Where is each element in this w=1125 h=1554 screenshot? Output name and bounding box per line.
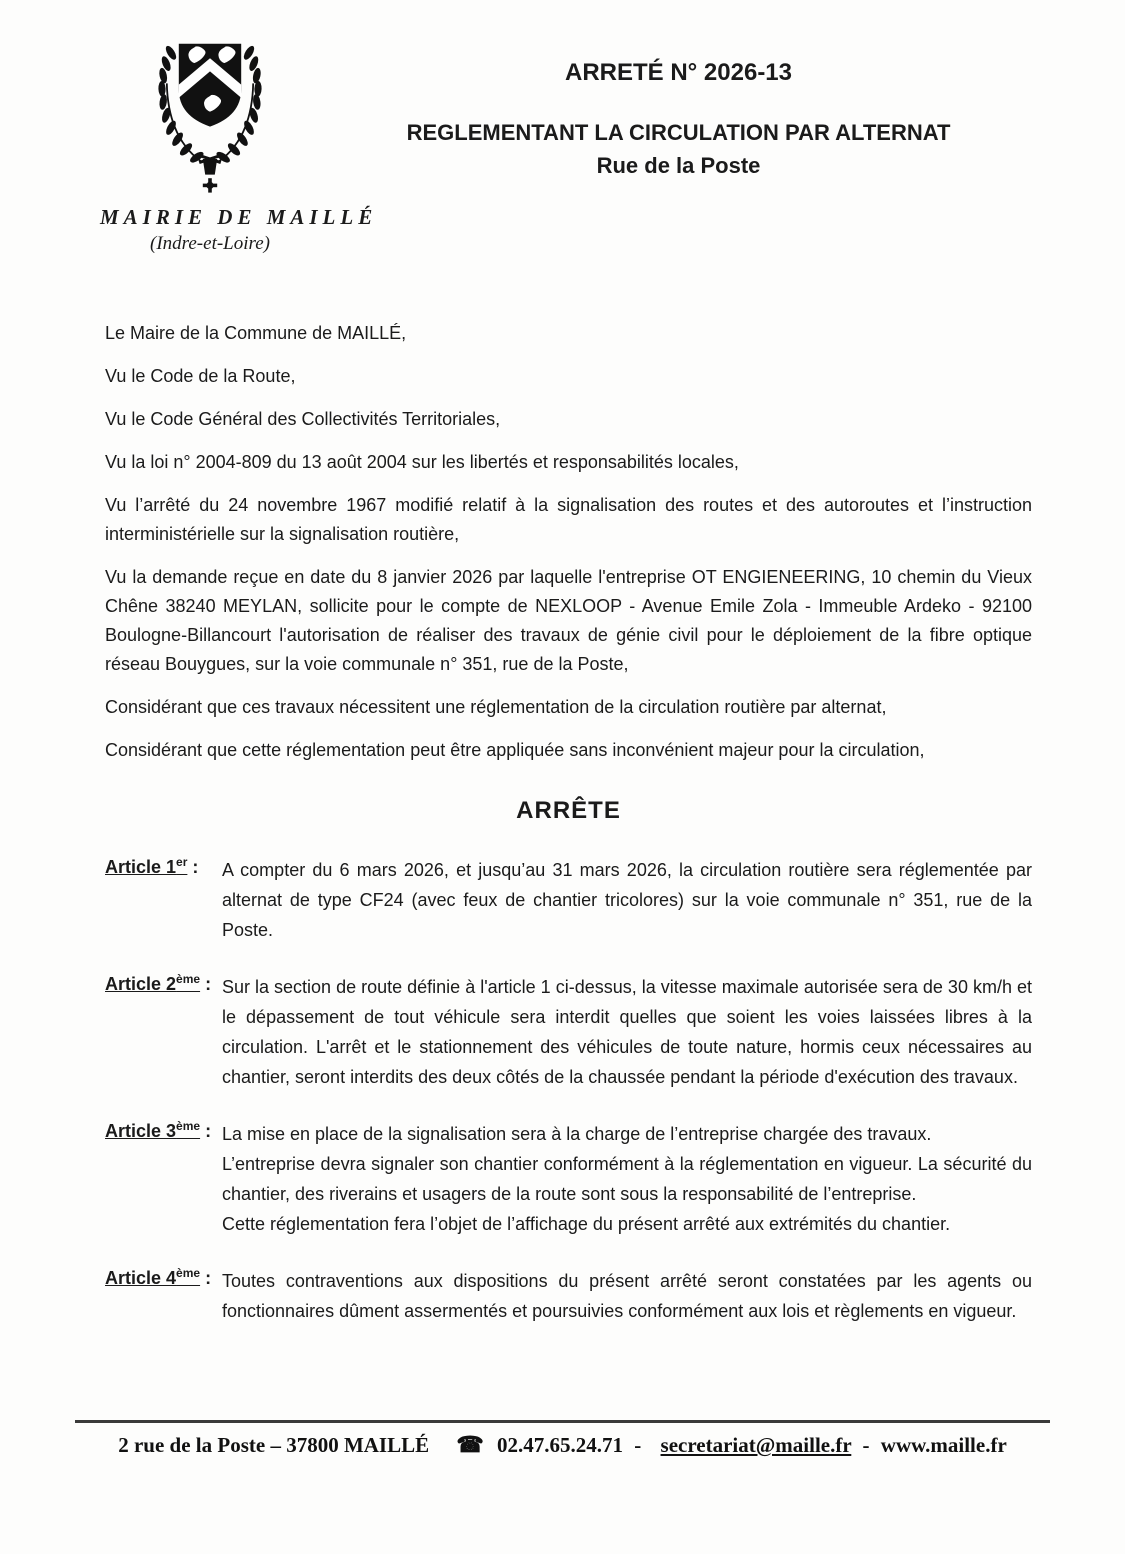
footer-separator: -	[634, 1433, 642, 1457]
document-title: ARRETÉ N° 2026-13	[564, 59, 792, 86]
articles-section	[105, 855, 1032, 1326]
arrete-heading: ARRÊTE	[516, 797, 621, 824]
article-colon: :	[205, 974, 212, 994]
article-colon: :	[205, 1121, 212, 1141]
article-number-suffix: ème	[176, 1119, 201, 1133]
article-paragraph: Cette réglementation fera l’objet de l’affichage du présent arrêté aux extrémités du chantier.	[222, 1214, 951, 1234]
article-paragraph: Sur la section de route définie à l'article 1 ci-dessus, la vitesse maximale autorisée sera de 30 km/h et le dépassement de tout véhicule sera interdit quelles que soient les voies laissées libres à la circulation. L'arrêt et le stationnement des véhicules de toute nature, hormis ceux nécessaires au chantier, seront interdits des deux côtés de la chaussée pendant la période d'exécution des travaux.	[222, 977, 1032, 1087]
article-text	[222, 972, 1032, 1092]
org-subtitle: (Indre-et-Loire)	[150, 233, 270, 254]
article-item	[105, 1119, 1032, 1239]
article-number: Article 2	[105, 974, 177, 994]
article-number: Article 4	[105, 1268, 177, 1288]
preamble-paragraph: Vu le Code de la Route,	[105, 366, 296, 386]
article-item	[105, 1266, 1032, 1326]
article-label	[105, 855, 222, 945]
footer-email: secretariat@maille.fr	[660, 1433, 852, 1457]
article-label	[105, 972, 222, 1092]
document-body	[105, 319, 1032, 1326]
article-number-suffix: er	[176, 855, 188, 869]
preamble-paragraph: Vu l’arrêté du 24 novembre 1967 modifié relatif à la signalisation des routes et des autoroutes et l’instruction interministérielle sur la signalisation routière,	[105, 495, 1032, 544]
article-item	[105, 972, 1032, 1092]
org-name: MAIRIE DE MAILLÉ	[100, 205, 378, 229]
article-text	[222, 855, 1032, 945]
footer-address: 2 rue de la Poste – 37800 MAILLÉ	[118, 1433, 430, 1457]
document-subtitle: REGLEMENTANT LA CIRCULATION PAR ALTERNAT	[406, 120, 951, 145]
article-number-suffix: ème	[176, 1266, 201, 1280]
footer-contact-line	[75, 1432, 1050, 1458]
article-colon: :	[205, 1268, 212, 1288]
article-text	[222, 1266, 1032, 1326]
article-paragraph: L’entreprise devra signaler son chantier conformément à la réglementation en vigueur. La sécurité du chantier, des riverains et usagers de la route sont sous la responsabilité de l’entreprise.	[222, 1154, 1032, 1204]
article-label	[105, 1266, 222, 1326]
coat-of-arms-icon	[144, 35, 276, 199]
preamble-paragraph: Considérant que ces travaux nécessitent une réglementation de la circulation routière par alternat,	[105, 697, 887, 717]
footer-rule	[75, 1420, 1050, 1423]
document-header	[100, 35, 1032, 283]
document-footer	[75, 1420, 1050, 1458]
article-number: Article 1	[105, 857, 177, 877]
article-number-suffix: ème	[176, 972, 201, 986]
article-number: Article 3	[105, 1121, 177, 1141]
title-block	[325, 35, 1032, 179]
preamble-paragraph: Vu la loi n° 2004-809 du 13 août 2004 sur les libertés et responsabilités locales,	[105, 452, 739, 472]
org-block	[100, 35, 378, 255]
footer-separator: -	[862, 1433, 870, 1457]
preamble-paragraph: Vu la demande reçue en date du 8 janvier 2026 par laquelle l'entreprise OT ENGIENEERING, 10 chemin du Vieux Chêne 38240 MEYLAN, sollicite pour le compte de NEXLOOP - Avenue Emile Zola - Immeuble Ardeko - 92100 Boulogne-Billancourt l'autorisation de réaliser des travaux de génie civil pour le déploiement de la fibre optique réseau Bouygues, sur la voie communale n° 351, rue de la Poste,	[105, 567, 1032, 674]
preamble-paragraph: Le Maire de la Commune de MAILLÉ,	[105, 323, 407, 343]
article-paragraph: La mise en place de la signalisation sera à la charge de l’entreprise chargée des travaux.	[222, 1124, 932, 1144]
article-paragraph: A compter du 6 mars 2026, et jusqu’au 31 mars 2026, la circulation routière sera réglementée par alternat de type CF24 (avec feux de chantier tricolores) sur la voie communale n° 351, rue de la Poste.	[222, 860, 1032, 940]
preamble-paragraph: Vu le Code Général des Collectivités Territoriales,	[105, 409, 501, 429]
article-item	[105, 855, 1032, 945]
phone-icon: ☎	[456, 1432, 484, 1457]
article-paragraph: Toutes contraventions aux dispositions du présent arrêté seront constatées par les agents ou fonctionnaires dûment assermentés et poursuivies conformément aux lois et règlements en vigueur.	[222, 1271, 1032, 1321]
article-label	[105, 1119, 222, 1239]
footer-website: www.maille.fr	[880, 1433, 1007, 1457]
article-colon: :	[192, 857, 199, 877]
preamble-paragraph: Considérant que cette réglementation peut être appliquée sans inconvénient majeur pour la circulation,	[105, 740, 925, 760]
article-text	[222, 1119, 1032, 1239]
preamble-section	[105, 319, 1032, 765]
footer-phone: 02.47.65.24.71	[497, 1433, 624, 1457]
document-subtitle-street: Rue de la Poste	[596, 153, 761, 178]
